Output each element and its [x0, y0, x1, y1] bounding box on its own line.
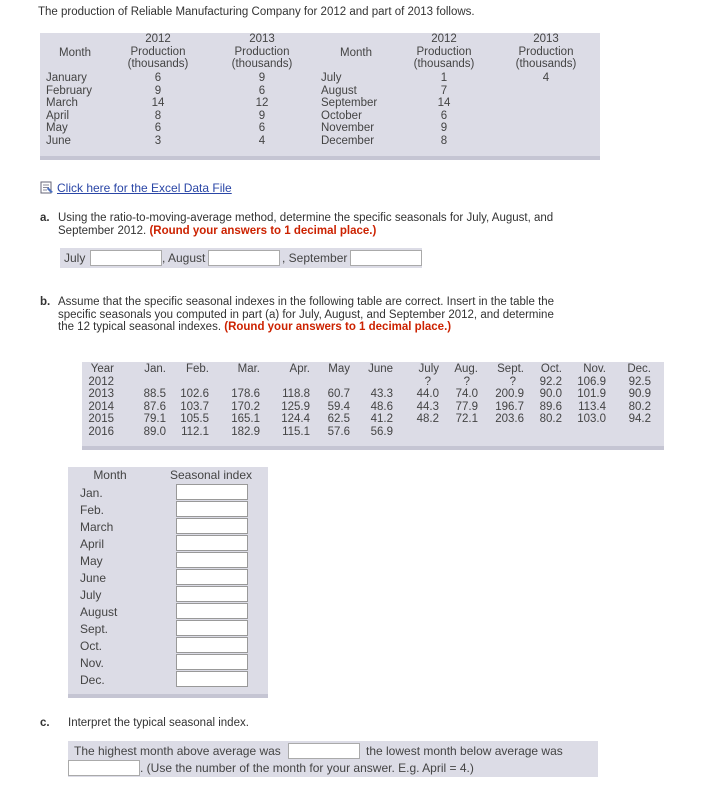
seasonal-year-cell: 2012 — [88, 375, 114, 388]
seasonal-header-cell: Oct. — [540, 363, 562, 375]
seasonal-value-cell: 89.0 — [143, 425, 166, 438]
seasonal-value-cell: 200.9 — [495, 388, 524, 400]
seasonal-value-cell: 60.7 — [327, 388, 350, 400]
seasonal-month-label: April — [80, 537, 105, 551]
seasonal-month-label: June — [80, 571, 107, 585]
seasonal-value-cell: 90.9 — [628, 388, 651, 400]
seasonal-index-input[interactable] — [176, 552, 248, 568]
seasonal-value-cell: 87.6 — [143, 400, 166, 413]
seasonal-value-cell: ? — [509, 375, 516, 388]
seasonal-header-cell: Jan. — [144, 363, 166, 375]
seasonal-value-cell: 170.2 — [231, 400, 260, 413]
seasonal-data-table — [82, 362, 664, 446]
seasonal-index-bottom-bar — [68, 694, 268, 698]
part-c-label: c. — [40, 717, 50, 729]
seasonal-header-cell: Mar. — [237, 363, 260, 375]
month-header-left: Month — [59, 47, 91, 59]
seasonal-value-cell: 62.5 — [327, 413, 350, 425]
seasonal-month-label: August — [80, 605, 118, 619]
seasonal-month-label: May — [80, 554, 103, 568]
seasonal-value-cell: 124.4 — [281, 413, 310, 425]
seasonal-header-cell: Year — [90, 363, 114, 375]
part-c-answer-row — [68, 741, 598, 777]
seasonal-value-cell: 43.3 — [370, 388, 393, 400]
part-a-question: Using the ratio-to-moving-average method, determine the specific seasonals for July, August, and September 2012. (Round your answers to 1 decimal place.) — [58, 212, 554, 237]
seasonal-header-cell: Apr. — [289, 363, 310, 375]
seasonal-value-cell: 77.9 — [455, 400, 478, 413]
seasonal-month-label: July — [80, 588, 102, 602]
seasonal-value-cell: 125.9 — [281, 400, 310, 413]
seasonal-value-cell: 101.9 — [577, 388, 606, 400]
seasonal-header-cell: July — [418, 363, 439, 375]
seasonal-header-cell: Nov. — [583, 363, 606, 375]
prod-2013-header-left: 2013 Production (thousands) — [231, 33, 293, 70]
seasonal-year-cell: 2016 — [88, 425, 114, 438]
seasonal-month-label: March — [80, 520, 114, 534]
excel-document-icon — [40, 181, 54, 194]
seasonal-month-label: Oct. — [80, 639, 103, 653]
seasonal-value-cell: 90.0 — [539, 388, 562, 400]
seasonal-value-cell: 112.1 — [181, 425, 209, 438]
seasonal-month-header: Month — [93, 468, 127, 482]
seasonal-value-cell: 59.4 — [327, 400, 350, 413]
right-2012-column: 1 7 14 6 9 8 — [437, 72, 451, 147]
highest-month-input[interactable] — [288, 743, 360, 759]
seasonal-value-cell: 79.1 — [143, 413, 166, 425]
left-2013-column: 9 6 12 9 6 4 — [255, 72, 269, 147]
seasonal-value-cell: 92.2 — [539, 375, 562, 388]
seasonal-value-cell: 80.2 — [539, 413, 562, 425]
seasonal-index-input[interactable] — [176, 501, 248, 517]
seasonal-table-bottom-bar — [82, 446, 664, 450]
highest-month-label: The highest month above average was — [74, 744, 281, 758]
seasonal-value-cell: 48.2 — [416, 413, 439, 425]
seasonal-index-input[interactable] — [176, 603, 248, 619]
seasonal-value-cell: 92.5 — [628, 375, 651, 388]
seasonal-year-cell: 2015 — [88, 413, 114, 425]
seasonal-value-cell: 80.2 — [628, 400, 651, 413]
seasonal-header-cell: June — [368, 363, 393, 375]
seasonal-header-cell: May — [328, 363, 350, 375]
intro-text: The production of Reliable Manufacturing Company for 2012 and part of 2013 follows. — [38, 6, 475, 18]
seasonal-header-cell: Dec. — [627, 363, 651, 375]
seasonal-value-cell: 196.7 — [495, 400, 524, 413]
excel-link-row[interactable] — [40, 181, 232, 195]
seasonal-value-cell: ? — [463, 375, 470, 388]
seasonal-header-cell: Aug. — [454, 363, 478, 375]
july-input[interactable] — [90, 250, 162, 266]
left-2012-column: 6 9 14 8 6 3 — [151, 72, 165, 147]
seasonal-value-cell: 165.1 — [231, 413, 260, 425]
seasonal-value-cell: 182.9 — [231, 425, 260, 438]
excel-data-link[interactable]: Click here for the Excel Data File — [57, 181, 232, 195]
seasonal-index-input[interactable] — [176, 518, 248, 534]
seasonal-value-cell: 113.4 — [578, 400, 606, 413]
seasonal-index-input[interactable] — [176, 586, 248, 602]
seasonal-index-table — [68, 467, 268, 695]
part-a-answer-row — [60, 248, 422, 268]
seasonal-index-input[interactable] — [176, 569, 248, 585]
seasonal-index-input[interactable] — [176, 535, 248, 551]
seasonal-value-cell: 88.5 — [143, 388, 166, 400]
seasonal-value-cell: 178.6 — [231, 388, 260, 400]
seasonal-value-cell: 115.1 — [282, 425, 310, 438]
seasonal-index-input[interactable] — [176, 620, 248, 636]
prod-2012-header-left: 2012 Production (thousands) — [127, 33, 189, 70]
prod-2012-header-right: 2012 Production (thousands) — [413, 33, 475, 70]
right-month-column: July August September October November December — [321, 72, 378, 147]
month-number-note: . (Use the number of the month for your answer. E.g. April = 4.) — [140, 761, 474, 775]
seasonal-value-cell: 41.2 — [370, 413, 393, 425]
september-input[interactable] — [350, 250, 422, 266]
seasonal-index-input[interactable] — [176, 654, 248, 670]
seasonal-value-cell: 48.6 — [370, 400, 393, 413]
month-header-right: Month — [340, 47, 372, 59]
september-label: , September — [282, 251, 348, 265]
august-input[interactable] — [208, 250, 280, 266]
table-bottom-bar — [40, 156, 600, 160]
seasonal-month-label: Jan. — [80, 486, 103, 500]
seasonal-value-cell: 102.6 — [180, 388, 209, 400]
part-b-label: b. — [40, 296, 51, 308]
seasonal-index-input[interactable] — [176, 637, 248, 653]
seasonal-value-cell: 203.6 — [495, 413, 524, 425]
seasonal-year-cell: 2014 — [88, 400, 114, 413]
seasonal-header-cell: Sept. — [497, 363, 524, 375]
right-2013-column: 4 — [542, 72, 550, 84]
seasonal-month-label: Nov. — [80, 656, 104, 670]
prod-2013-header-right: 2013 Production (thousands) — [515, 33, 577, 70]
seasonal-index-header: Seasonal index — [169, 468, 253, 482]
seasonal-index-input[interactable] — [176, 484, 248, 500]
part-a-label: a. — [40, 212, 50, 224]
august-label: , August — [162, 251, 206, 265]
seasonal-value-cell: 72.1 — [455, 413, 478, 425]
seasonal-value-cell: 105.5 — [180, 413, 209, 425]
seasonal-value-cell: 44.3 — [416, 400, 439, 413]
seasonal-month-label: Feb. — [80, 503, 105, 517]
seasonal-value-cell: 74.0 — [455, 388, 478, 400]
left-month-column: January February March April May June — [46, 72, 93, 147]
seasonal-header-cell: Feb. — [185, 363, 209, 375]
seasonal-month-label: Dec. — [80, 673, 105, 687]
seasonal-value-cell: 103.7 — [180, 400, 209, 413]
seasonal-index-input[interactable] — [176, 671, 248, 687]
part-c-question: Interpret the typical seasonal index. — [68, 717, 249, 729]
lowest-month-label: the lowest month below average was — [366, 744, 563, 758]
seasonal-value-cell: 44.0 — [416, 388, 439, 400]
seasonal-value-cell: ? — [424, 375, 431, 388]
production-table — [40, 33, 600, 157]
seasonal-value-cell: 89.6 — [539, 400, 562, 413]
seasonal-value-cell: 103.0 — [577, 413, 606, 425]
seasonal-value-cell: 118.8 — [282, 388, 310, 400]
part-b-question: Assume that the specific seasonal indexes in the following table are correct. Insert in the table the specific seasonals you computed in part (a) for July, August, and September 2012, and determine the 12 typical seasonal indexes. (Round your answers to 1 decimal place.) — [58, 296, 555, 333]
lowest-month-input[interactable] — [68, 760, 140, 776]
seasonal-month-label: Sept. — [80, 622, 109, 636]
seasonal-value-cell: 106.9 — [577, 375, 606, 388]
seasonal-value-cell: 57.6 — [327, 425, 350, 438]
seasonal-value-cell: 94.2 — [628, 413, 651, 425]
july-label: July — [64, 251, 86, 265]
seasonal-year-cell: 2013 — [88, 388, 114, 400]
seasonal-value-cell: 56.9 — [370, 425, 393, 438]
